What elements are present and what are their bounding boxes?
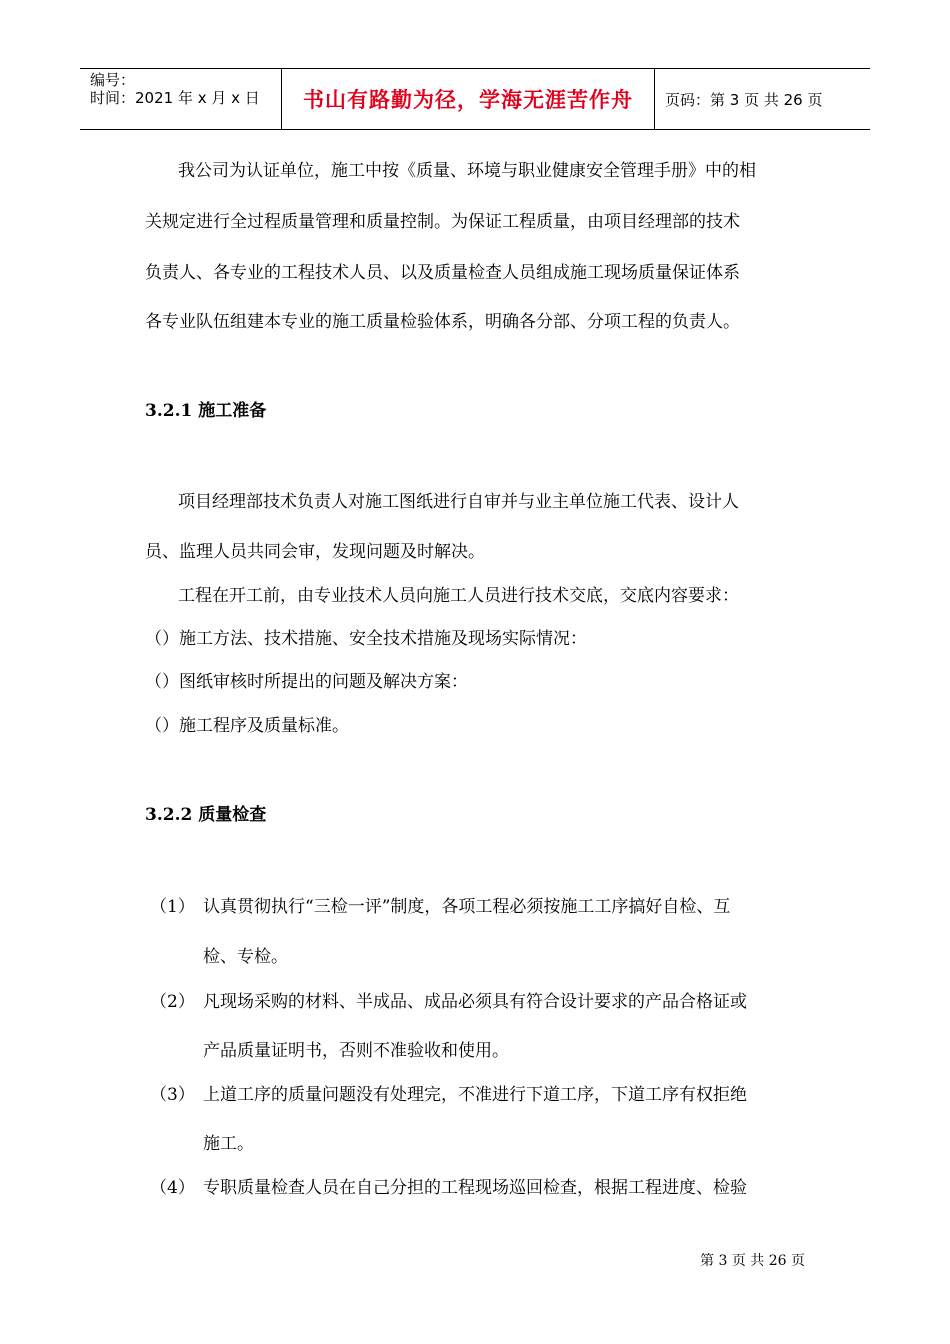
list-item-text: 认真贯彻执行“三检一评”制度，各项工程必须按施工工序搞好自检、互 (203, 897, 731, 917)
header-motto: 书山有路勤为径，学海无涯苦作舟 (303, 88, 633, 112)
page-header (80, 68, 870, 130)
page-footer: 第 3 页 共 26 页 (700, 1253, 805, 1269)
section-321-line: （）图纸审核时所提出的问题及解决方案： (145, 672, 468, 692)
list-item-number: （4） (150, 1178, 195, 1198)
intro-line: 我公司为认证单位，施工中按《质量、环境与职业健康安全管理手册》中的相 (178, 161, 756, 181)
section-321-line: 工程在开工前，由专业技术人员向施工人员进行技术交底，交底内容要求： (178, 586, 739, 606)
header-page-info-cell (655, 69, 870, 129)
list-item-text: 上道工序的质量问题没有处理完，不准进行下道工序，下道工序有权拒绝 (203, 1085, 747, 1105)
section-heading-3-2-1: 3.2.1 施工准备 (145, 401, 267, 421)
list-item-number: （1） (150, 897, 195, 917)
header-meta (80, 69, 282, 129)
section-321-line: （）施工程序及质量标准。 (145, 716, 349, 736)
header-motto-cell (282, 69, 655, 129)
section-321-line: 项目经理部技术负责人对施工图纸进行自审并与业主单位施工代表、设计人 (178, 492, 739, 512)
list-item-number: （3） (150, 1085, 195, 1105)
list-item-text: 施工。 (203, 1134, 254, 1154)
list-item-text: 检、专检。 (203, 947, 288, 967)
header-page-info: 页码：第 3 页 共 26 页 (665, 90, 823, 109)
intro-line: 各专业队伍组建本专业的施工质量检验体系，明确各分部、分项工程的负责人。 (145, 312, 740, 332)
intro-line: 负责人、各专业的工程技术人员、以及质量检查人员组成施工现场质量保证体系 (145, 263, 740, 283)
section-heading-3-2-2: 3.2.2 质量检查 (145, 805, 267, 825)
intro-line: 关规定进行全过程质量管理和质量控制。为保证工程质量，由项目经理部的技术 (145, 212, 740, 232)
section-321-line: （）施工方法、技术措施、安全技术措施及现场实际情况： (145, 629, 587, 649)
list-item-text: 产品质量证明书，否则不准验收和使用。 (203, 1041, 509, 1061)
document-number-label: 编号： (90, 71, 136, 89)
section-321-line: 员、监理人员共同会审，发现问题及时解决。 (145, 542, 485, 562)
list-item-text: 专职质量检查人员在自己分担的工程现场巡回检查，根据工程进度、检验 (203, 1178, 747, 1198)
list-item-text: 凡现场采购的材料、半成品、成品必须具有符合设计要求的产品合格证或 (203, 992, 747, 1012)
document-date: 时间：2021 年 x 月 x 日 (90, 89, 260, 107)
list-item-number: （2） (150, 992, 195, 1012)
